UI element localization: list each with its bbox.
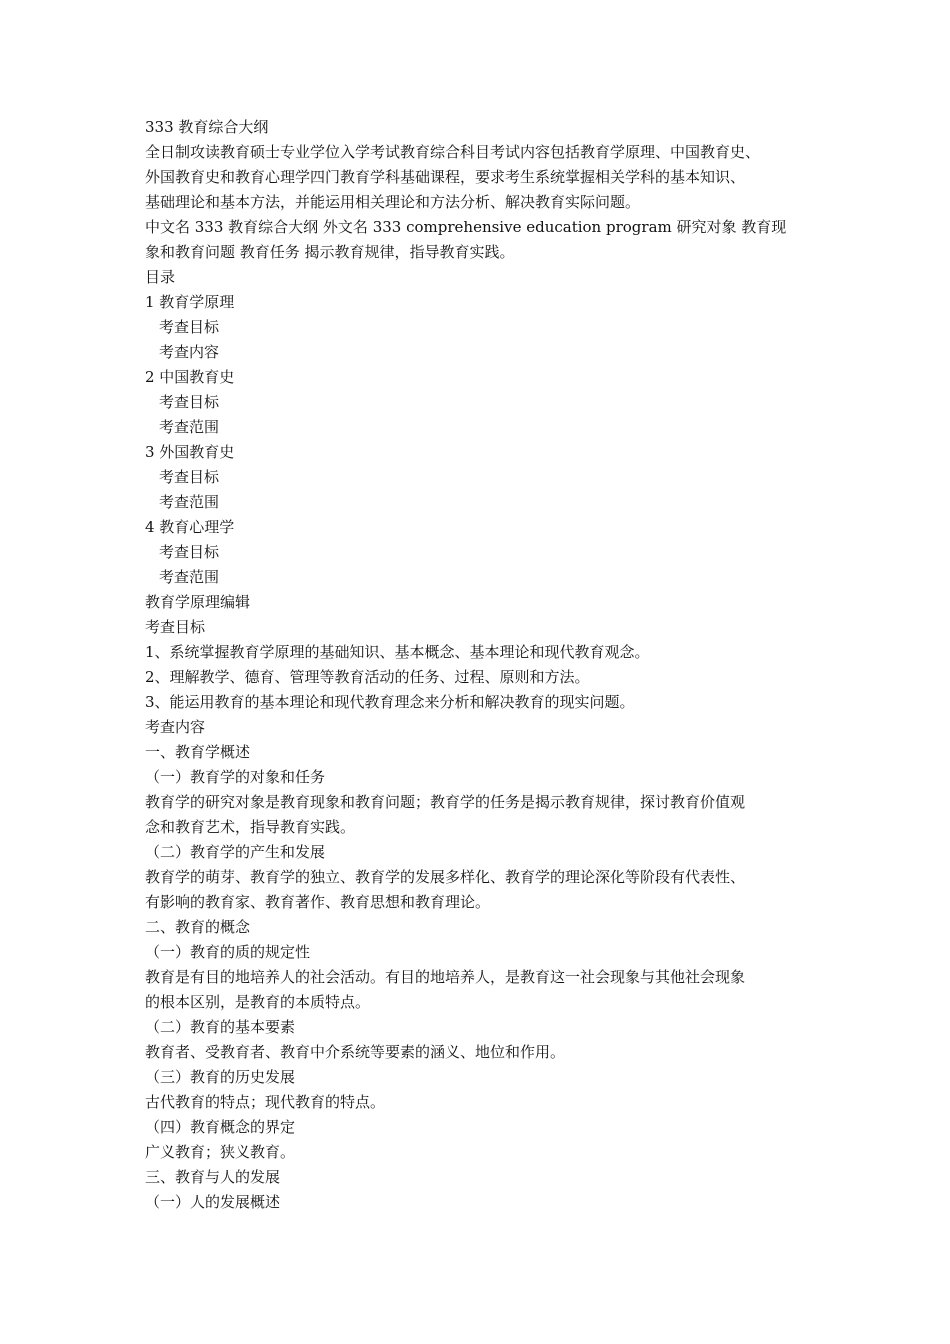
text-line: 教育学的研究对象是教育现象和教育问题；教育学的任务是揭示教育规律，探讨教育价值观 xyxy=(145,793,746,811)
text-line: 1、系统掌握教育学原理的基础知识、基本概念、基本理论和现代教育观念。 xyxy=(145,643,650,661)
document-page xyxy=(145,115,825,1215)
text-line: 考查范围 xyxy=(159,493,220,511)
text-line: 念和教育艺术，指导教育实践。 xyxy=(145,818,356,836)
text-line: 有影响的教育家、教育著作、教育思想和教育理论。 xyxy=(145,893,491,911)
text-line: 象和教育问题 教育任务 揭示教育规律，指导教育实践。 xyxy=(145,243,515,261)
text-line: 考查目标 xyxy=(159,393,220,411)
text-line: 全日制攻读教育硕士专业学位入学考试教育综合科目考试内容包括教育学原理、中国教育史、 xyxy=(145,143,761,161)
text-line: 考查目标 xyxy=(145,618,206,636)
text-line: 3 外国教育史 xyxy=(145,443,235,461)
text-line: 教育学的萌芽、教育学的独立、教育学的发展多样化、教育学的理论深化等阶段有代表性、 xyxy=(145,868,746,886)
text-line: 考查范围 xyxy=(159,418,220,436)
text-line: 考查目标 xyxy=(159,468,220,486)
text-line: （三）教育的历史发展 xyxy=(145,1068,296,1086)
text-line: 三、教育与人的发展 xyxy=(145,1168,281,1186)
text-line: （一）教育的质的规定性 xyxy=(145,943,311,961)
text-line: 古代教育的特点；现代教育的特点。 xyxy=(145,1093,386,1111)
text-line: 的根本区别，是教育的本质特点。 xyxy=(145,993,371,1011)
text-line: （一）人的发展概述 xyxy=(145,1193,281,1211)
text-line: 教育学原理编辑 xyxy=(145,593,251,611)
text-line: 2、理解教学、德育、管理等教育活动的任务、过程、原则和方法。 xyxy=(145,668,590,686)
text-line: （二）教育的基本要素 xyxy=(145,1018,296,1036)
text-line: 考查内容 xyxy=(159,343,220,361)
text-line: （二）教育学的产生和发展 xyxy=(145,843,326,861)
text-line: 3、能运用教育的基本理论和现代教育理念来分析和解决教育的现实问题。 xyxy=(145,693,635,711)
text-line: 目录 xyxy=(145,268,176,286)
text-line: （四）教育概念的界定 xyxy=(145,1118,296,1136)
text-line: 考查内容 xyxy=(145,718,206,736)
text-line: 333 教育综合大纲 xyxy=(145,118,269,136)
text-line: （一）教育学的对象和任务 xyxy=(145,768,326,786)
text-line: 教育是有目的地培养人的社会活动。有目的地培养人，是教育这一社会现象与其他社会现象 xyxy=(145,968,746,986)
text-line: 考查目标 xyxy=(159,318,220,336)
text-line: 4 教育心理学 xyxy=(145,518,235,536)
text-line: 教育者、受教育者、教育中介系统等要素的涵义、地位和作用。 xyxy=(145,1043,566,1061)
text-line: 2 中国教育史 xyxy=(145,368,235,386)
text-line: 二、教育的概念 xyxy=(145,918,251,936)
text-line: 考查目标 xyxy=(159,543,220,561)
text-line: 外国教育史和教育心理学四门教育学科基础课程，要求考生系统掌握相关学科的基本知识、 xyxy=(145,168,746,186)
text-line: 一、教育学概述 xyxy=(145,743,251,761)
text-line: 广义教育；狭义教育。 xyxy=(145,1143,296,1161)
text-line: 1 教育学原理 xyxy=(145,293,235,311)
text-line: 考查范围 xyxy=(159,568,220,586)
text-line: 中文名 333 教育综合大纲 外文名 333 comprehensive education program 研究对象 教育现 xyxy=(145,218,787,236)
text-line: 基础理论和基本方法，并能运用相关理论和方法分析、解决教育实际问题。 xyxy=(145,193,641,211)
